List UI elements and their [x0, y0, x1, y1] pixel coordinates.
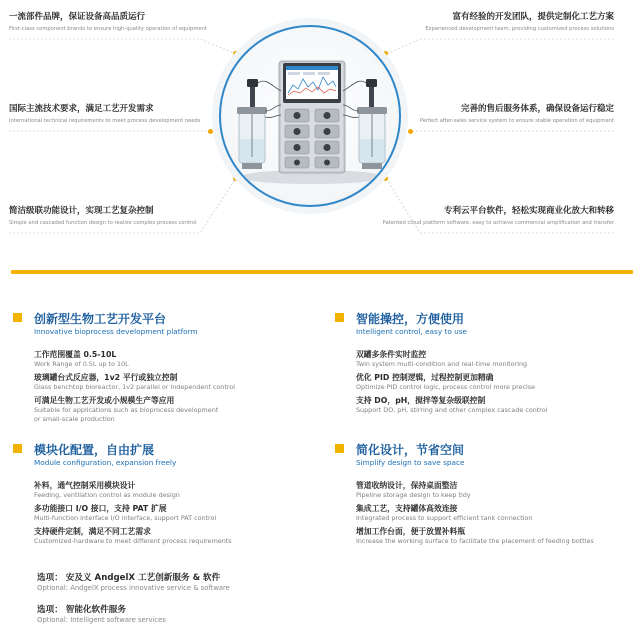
feature-title: 富有经验的开发团队，提供定制化工艺方案: [452, 12, 614, 22]
connector-right-1: [386, 39, 614, 54]
section-marker: [335, 444, 344, 453]
connector-dot: [408, 129, 413, 134]
section-title: 智能操控，方便使用: [356, 312, 465, 326]
feature-item: [34, 396, 218, 423]
item-title: 可满足生物工艺开发或小规模生产等应用: [34, 396, 175, 405]
feature-title: 简洁级联功能设计，实现工艺复杂控制: [9, 206, 154, 216]
feature-item: [356, 396, 548, 415]
section-marker: [335, 313, 344, 322]
section-divider: [11, 270, 633, 274]
item-title: 支持 DO，pH，搅拌等复杂级联控制: [356, 396, 486, 405]
feature-item: [34, 481, 180, 500]
section-marker: [13, 444, 22, 453]
item-subtitle: Pipeline storage design to keep tidy: [356, 491, 471, 499]
feature-title: 一流部件品牌，保证设备高品质运行: [9, 12, 146, 22]
item-subtitle: Work Range of 0.5L up to 10L: [34, 360, 129, 368]
option-title: 选项： 智能化软件服务: [37, 605, 126, 615]
option-subtitle: Optional: Intelligent software services: [37, 616, 166, 624]
feature-item: [356, 481, 471, 500]
section-subtitle: Simplify design to save space: [356, 458, 465, 467]
item-title: 优化 PID 控制逻辑，过程控制更加精确: [356, 373, 494, 382]
item-title: 补料，通气控制采用模块设计: [34, 481, 136, 490]
item-title: 玻璃罐台式反应器，1v2 平行或独立控制: [34, 373, 178, 382]
feature-item: [34, 504, 216, 523]
feature-title: 专利云平台软件，轻松实现商业化放大和转移: [443, 206, 614, 216]
option-intelligent-software: [37, 605, 166, 625]
section-subtitle: Innovative bioprocess development platform: [34, 327, 198, 336]
connector-right-3: [386, 178, 614, 233]
item-title: 支持硬件定制，满足不同工艺需求: [34, 527, 151, 536]
feature-title: 完善的售后服务体系，确保设备运行稳定: [460, 104, 614, 114]
item-title: 集成工艺，支持罐体高效连接: [356, 504, 458, 513]
section-subtitle: Module configuration, expansion freely: [34, 458, 177, 467]
feature-item: [34, 350, 129, 369]
connector-left-1: [9, 39, 236, 54]
item-subtitle: Multi-function interface I/O interface, support PAT control: [34, 514, 217, 522]
option-service-software: [37, 573, 230, 593]
section-module-configuration: [13, 441, 313, 556]
section-title: 模块化配置，自由扩展: [34, 443, 155, 457]
feature-title: 国际主流技术要求，满足工艺开发需求: [9, 104, 154, 114]
item-subtitle-2: or small-scale production: [34, 414, 115, 423]
item-title: 管道收纳设计，保持桌面整洁: [356, 481, 458, 490]
feature-subtitle: Patented cloud platform software, easy to achieve commercial amplification and transfer: [382, 220, 614, 226]
item-subtitle: Increase the working surface to facilitate the placement of feeding bottles: [356, 537, 594, 545]
section-simplify-design: [335, 441, 640, 556]
feature-item: [356, 527, 594, 546]
item-subtitle: Feeding, ventilation control as module design: [34, 491, 180, 499]
item-title: 双罐多条件实时监控: [356, 350, 427, 359]
section-intelligent-control: [335, 310, 635, 430]
section-title: 简化设计，节省空间: [356, 443, 465, 457]
option-subtitle: Optional: AndgelX process innovative service & software: [37, 584, 230, 592]
section-title: 创新型生物工艺开发平台: [34, 312, 167, 326]
item-subtitle: Customized-hardware to meet different process requirements: [34, 537, 232, 545]
item-title: 增加工作台面，便于放置补料瓶: [356, 527, 466, 536]
section-subtitle: Intelligent control, easy to use: [356, 327, 468, 336]
feature-item: [34, 527, 232, 546]
section-bioprocess-platform: [13, 310, 313, 440]
feature-subtitle: First-class component brands to ensure high-quality operation of equipment: [9, 26, 207, 32]
item-title: 工作范围覆盖 0.5-10L: [34, 350, 117, 359]
item-subtitle: Twin system multi-condition and real-time monitoring: [356, 360, 528, 368]
bioreactor-illustration: [221, 27, 401, 207]
feature-item: [356, 373, 535, 392]
feature-subtitle: Perfect after-sales service system to ensure stable operation of equipment: [419, 118, 614, 124]
item-subtitle: Support DO, pH, stirring and other complex cascade control: [356, 406, 548, 414]
feature-subtitle: International technical requirements to meet process development needs: [9, 118, 201, 124]
item-subtitle: Integrated process to support efficient tank connection: [356, 514, 533, 522]
item-subtitle: Optimize PID control logic, process control more precise: [356, 383, 536, 391]
feature-subtitle: Experienced development team, providing customized process solutions: [425, 26, 614, 32]
section-marker: [13, 313, 22, 322]
feature-item: [356, 350, 527, 369]
connector-left-3: [9, 178, 236, 233]
product-circle: [219, 25, 401, 207]
option-title: 选项： 安及义 AndgelX 工艺创新服务 & 软件: [37, 573, 221, 583]
item-subtitle: Suitable for applications such as bioprocess development: [34, 406, 219, 414]
item-title: 多功能接口 I/O 接口，支持 PAT 扩展: [34, 504, 167, 513]
feature-subtitle: Simple and cascaded function design to realize complex process control: [9, 220, 197, 226]
feature-item: [356, 504, 532, 523]
feature-item: [34, 373, 235, 392]
item-subtitle: Glass benchtop bioreactor, 1v2 parallel or independent control: [34, 383, 236, 391]
